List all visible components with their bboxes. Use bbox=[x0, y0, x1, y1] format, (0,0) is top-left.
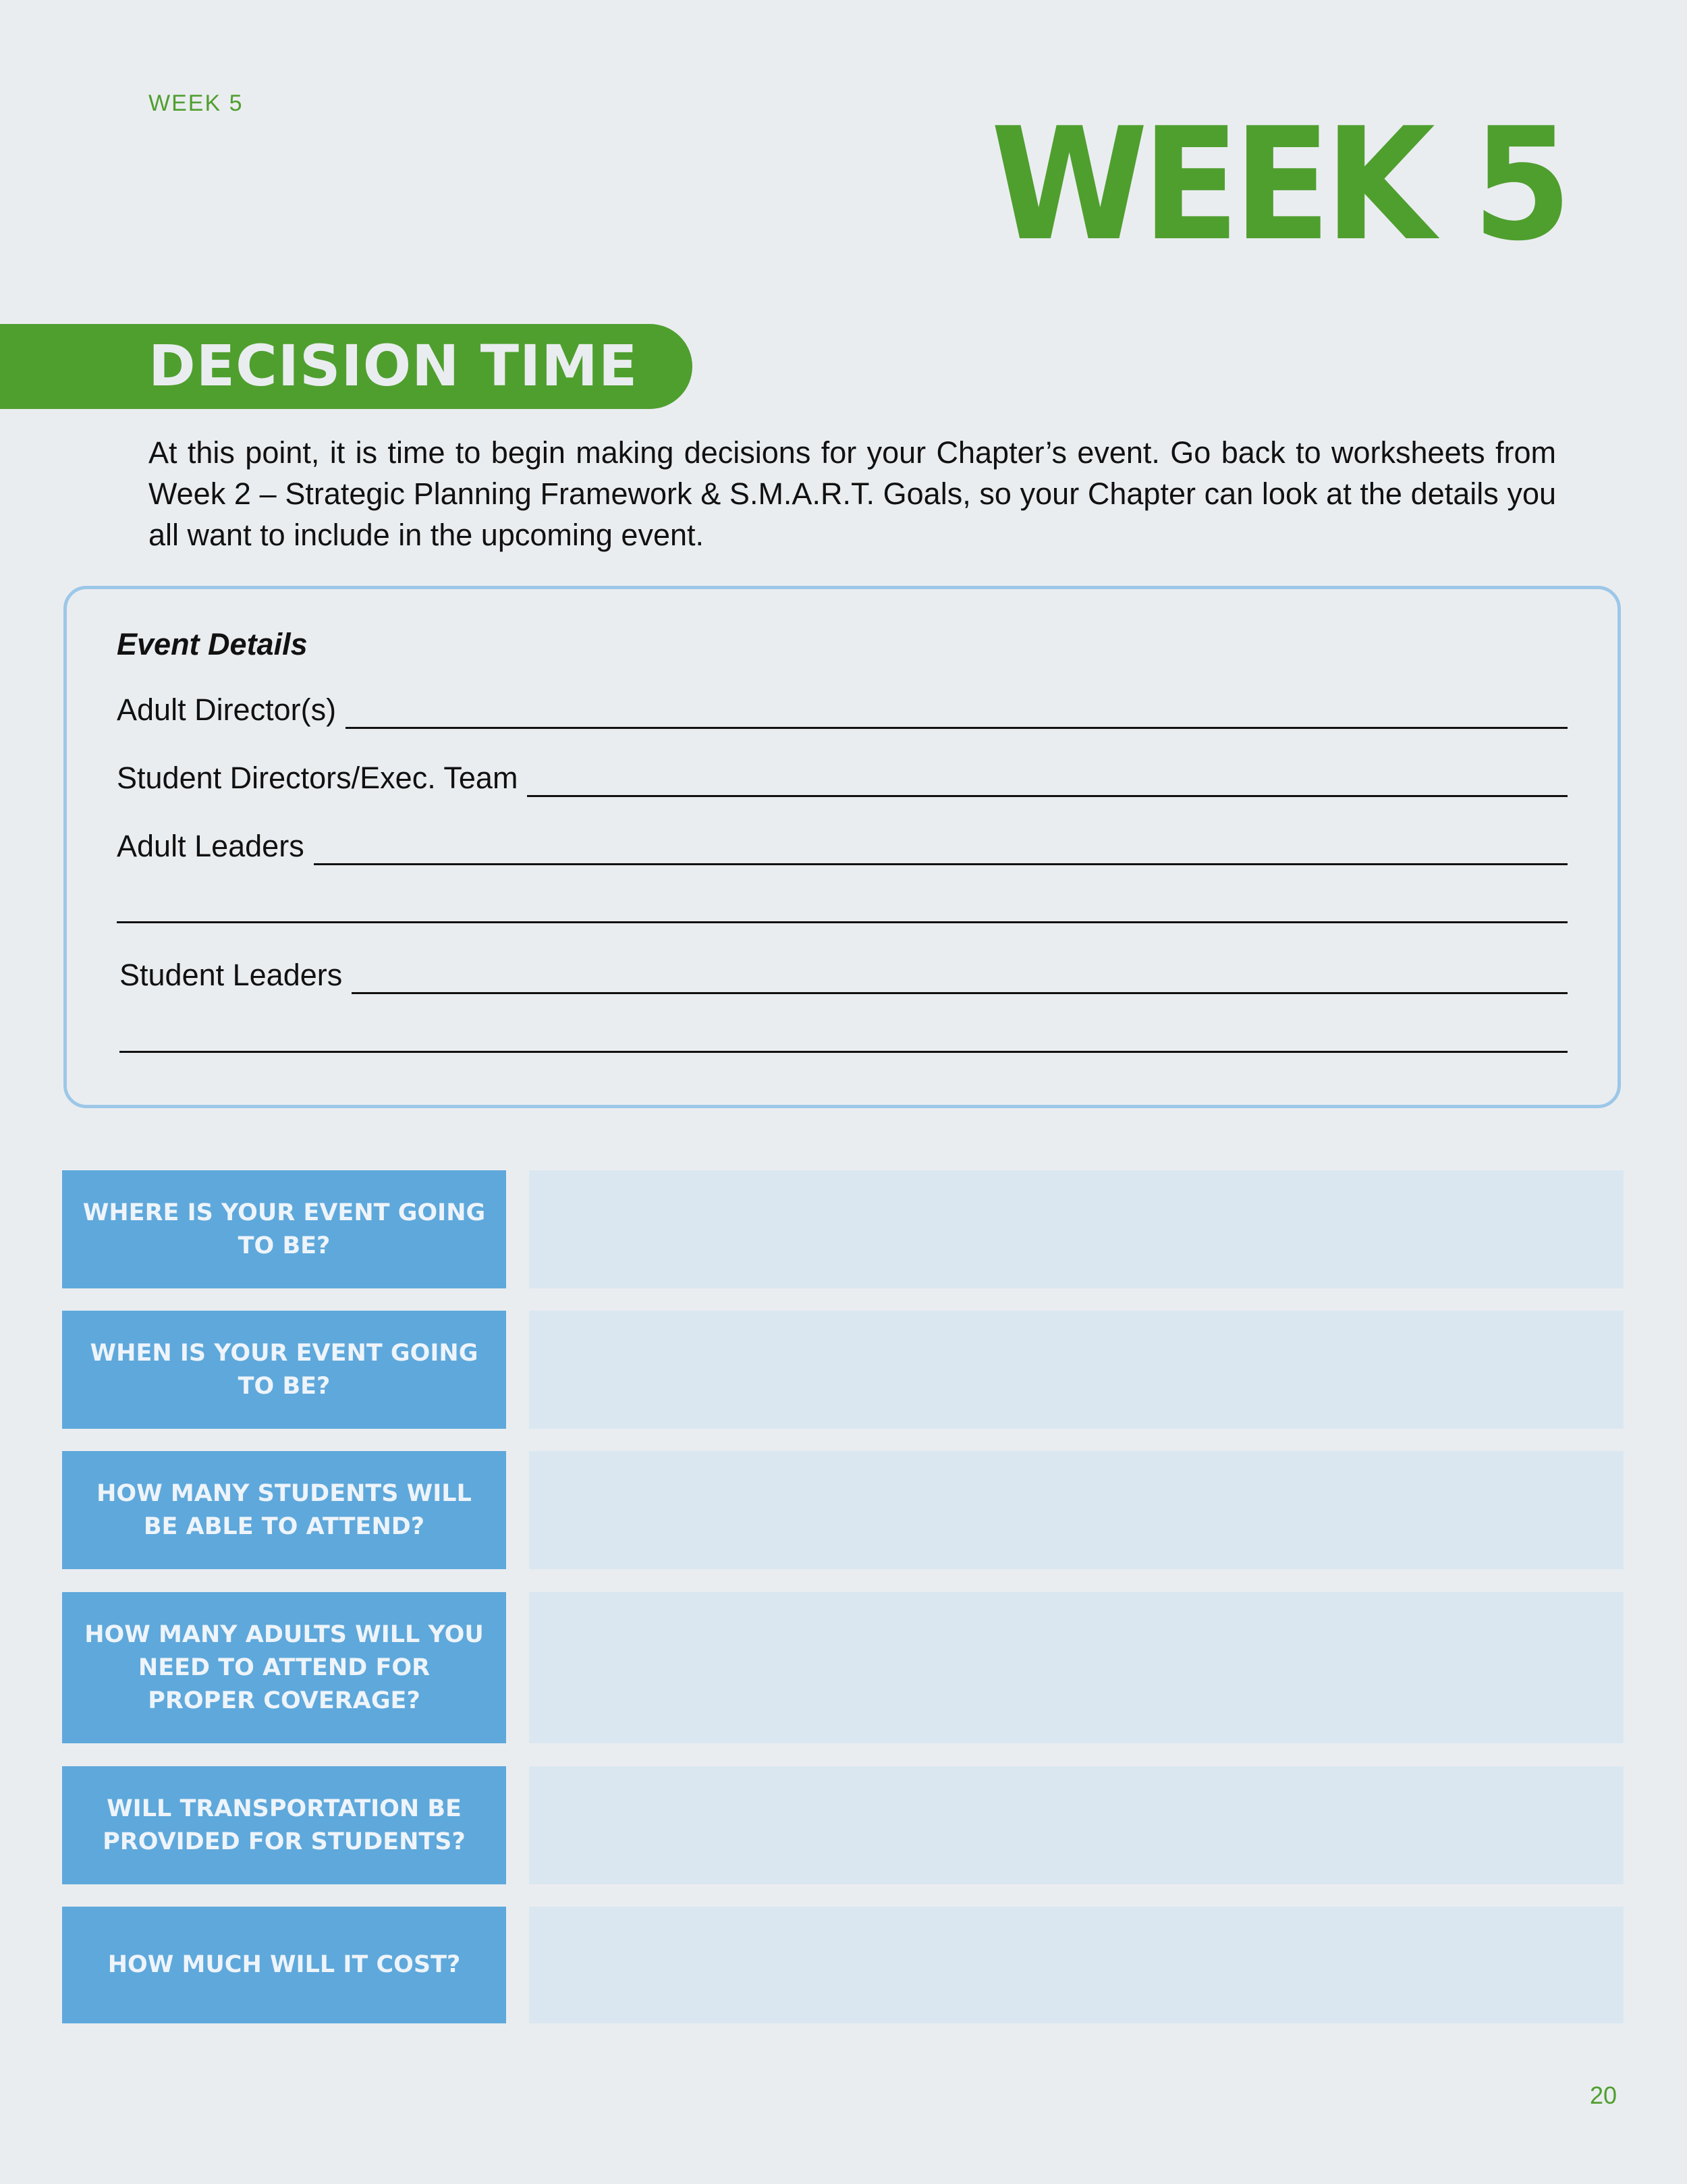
student-directors-field[interactable] bbox=[117, 757, 1568, 797]
question-text: HOW MANY ADULTS WILL YOU NEED TO ATTEND FOR PROPER COVERAGE? bbox=[84, 1620, 484, 1714]
question-text: WHEN IS YOUR EVENT GOING TO BE? bbox=[90, 1339, 478, 1400]
running-header: WEEK 5 bbox=[148, 90, 244, 116]
page-number: 20 bbox=[1589, 2081, 1617, 2109]
intro-paragraph: At this point, it is time to begin making decisions for your Chapter’s event. Go back to worksheets from Week 2 – Strategic Planning Framework & S.M.A.R.T. Goals, so your Chapter can look at the details you all want to include in the upcoming event. bbox=[148, 435, 1556, 552]
answer-field[interactable] bbox=[529, 1170, 1624, 1288]
field-label: Adult Leaders bbox=[117, 829, 304, 863]
student-leaders-field[interactable] bbox=[119, 954, 1568, 994]
adult-leaders-extra-line[interactable] bbox=[117, 921, 1568, 923]
field-label: Student Directors/Exec. Team bbox=[117, 761, 518, 795]
question-label bbox=[62, 1451, 506, 1569]
section-banner bbox=[0, 324, 692, 409]
fill-in-line[interactable] bbox=[345, 726, 1568, 729]
question-label bbox=[62, 1170, 506, 1288]
fill-in-line[interactable] bbox=[527, 794, 1568, 797]
adult-directors-field[interactable] bbox=[117, 688, 1568, 729]
answer-field[interactable] bbox=[529, 1766, 1624, 1884]
fill-in-line[interactable] bbox=[314, 862, 1568, 865]
question-row-date bbox=[62, 1311, 1624, 1429]
question-text: HOW MANY STUDENTS WILL BE ABLE TO ATTEND? bbox=[96, 1479, 472, 1540]
question-label bbox=[62, 1907, 506, 2023]
question-row-transportation bbox=[62, 1766, 1624, 1884]
answer-field[interactable] bbox=[529, 1592, 1624, 1743]
section-title: DECISION TIME bbox=[148, 333, 638, 399]
field-label: Adult Director(s) bbox=[117, 692, 337, 727]
question-row-adults bbox=[62, 1592, 1624, 1743]
question-label bbox=[62, 1311, 506, 1429]
question-row-cost bbox=[62, 1907, 1624, 2023]
fill-in-line[interactable] bbox=[352, 991, 1568, 994]
student-leaders-extra-line[interactable] bbox=[119, 1051, 1568, 1053]
question-text: HOW MUCH WILL IT COST? bbox=[107, 1951, 461, 1978]
page-title: WEEK 5 bbox=[990, 95, 1566, 275]
question-text: WILL TRANSPORTATION BE PROVIDED FOR STUDENTS? bbox=[103, 1795, 466, 1855]
question-row-students bbox=[62, 1451, 1624, 1569]
question-label bbox=[62, 1766, 506, 1884]
answer-field[interactable] bbox=[529, 1907, 1624, 2023]
question-label bbox=[62, 1592, 506, 1743]
adult-leaders-field[interactable] bbox=[117, 825, 1568, 865]
field-label: Student Leaders bbox=[119, 958, 343, 992]
event-details-box bbox=[63, 586, 1621, 1108]
answer-field[interactable] bbox=[529, 1311, 1624, 1429]
event-details-heading: Event Details bbox=[117, 627, 308, 661]
question-row-location bbox=[62, 1170, 1624, 1288]
answer-field[interactable] bbox=[529, 1451, 1624, 1569]
question-text: WHERE IS YOUR EVENT GOING TO BE? bbox=[82, 1199, 486, 1259]
